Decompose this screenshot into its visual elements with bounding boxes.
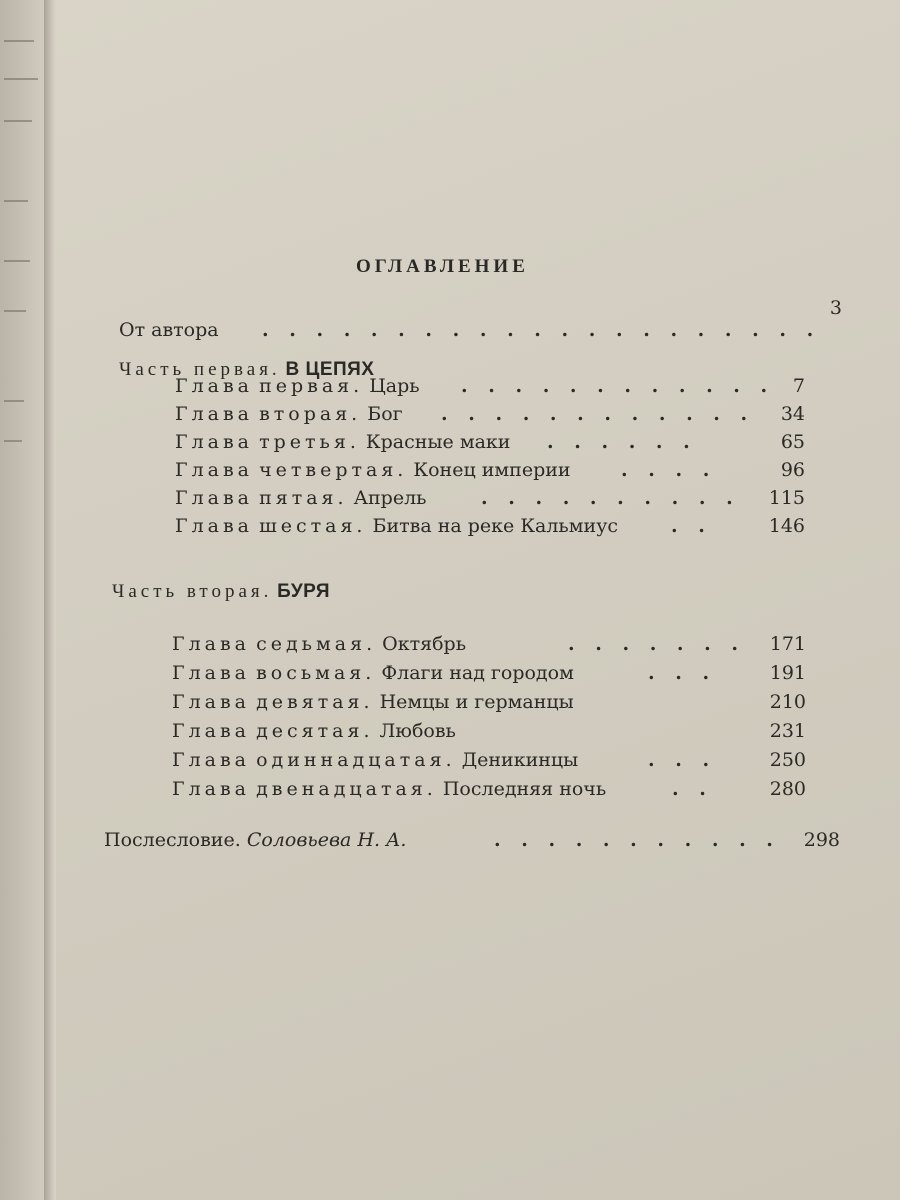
toc-chapter-7	[172, 630, 852, 658]
chapter-word: Глава	[172, 749, 251, 771]
toc-chapter-5	[175, 484, 855, 512]
toc-chapter-2	[175, 400, 855, 428]
chapter-word: Глава	[175, 459, 254, 481]
chapter-ordinal: пятая.	[259, 487, 348, 509]
toc-chapter-6	[175, 512, 855, 540]
toc-page-number: 96	[780, 459, 805, 481]
toc-part-2	[112, 578, 842, 606]
toc-page-number: 280	[769, 778, 806, 800]
chapter-title: Бог	[367, 403, 403, 425]
toc-page-number: 298	[803, 829, 840, 851]
chapter-word: Глава	[175, 431, 254, 453]
toc-page-number: 65	[780, 431, 805, 453]
chapter-ordinal: вторая.	[259, 403, 362, 425]
toc-chapter-1	[175, 372, 855, 400]
chapter-word: Глава	[172, 633, 251, 655]
chapter-label	[175, 512, 618, 540]
chapter-ordinal: девятая.	[256, 691, 374, 713]
chapter-label	[172, 688, 574, 716]
chapter-ordinal: восьмая.	[256, 662, 376, 684]
chapter-label	[175, 372, 420, 400]
chapter-title: Деникинцы	[461, 749, 579, 771]
text-line-fragment	[4, 310, 26, 312]
text-line-fragment	[4, 440, 22, 442]
chapter-label	[175, 484, 427, 512]
part-name: В ЦЕПЯХ	[285, 359, 375, 380]
chapter-word: Глава	[175, 375, 254, 397]
afterword-label: Послесловие.	[104, 829, 241, 851]
toc-page-number: 171	[769, 633, 806, 655]
toc-page-number: 115	[768, 487, 805, 509]
chapter-title: Флаги над городом	[381, 662, 574, 684]
toc-chapter-11	[172, 746, 852, 774]
toc-entry-preface	[119, 297, 849, 344]
toc-title: ОГЛАВЛЕНИЕ	[356, 256, 529, 277]
toc-entry-label: От автора	[119, 319, 219, 341]
dot-leader: . .	[672, 778, 713, 800]
toc-page-number: 3	[829, 297, 842, 319]
chapter-label	[172, 659, 574, 687]
chapter-ordinal: третья.	[259, 431, 360, 453]
part-name: БУРЯ	[277, 581, 331, 602]
toc-entry-afterword	[104, 826, 844, 854]
chapter-label	[175, 400, 403, 428]
dot-leader: . . . . . . . . . . . . . . . . . . . . .	[262, 319, 821, 341]
text-line-fragment	[4, 400, 24, 402]
text-line-fragment	[4, 78, 38, 80]
chapter-ordinal: седьмая.	[256, 633, 377, 655]
chapter-title: Красные маки	[365, 431, 511, 453]
chapter-word: Глава	[175, 403, 254, 425]
toc-page-number: 250	[769, 749, 806, 771]
toc-page-number: 191	[769, 662, 806, 684]
chapter-title: Немцы и германцы	[379, 691, 574, 713]
dot-leader: . . .	[648, 662, 717, 684]
part-heading	[112, 578, 330, 606]
text-line-fragment	[4, 40, 34, 42]
dot-leader: . . . . . . .	[568, 633, 745, 655]
chapter-title: Апрель	[353, 487, 427, 509]
toc-page-number: 210	[769, 691, 806, 713]
toc-page-number: 231	[769, 720, 806, 742]
part-prefix: Часть первая.	[119, 359, 281, 380]
chapter-title: Конец империи	[413, 459, 571, 481]
chapter-label	[172, 630, 466, 658]
toc-chapter-9	[172, 688, 852, 716]
chapter-word: Глава	[175, 487, 254, 509]
chapter-ordinal: одиннадцатая.	[256, 749, 456, 771]
chapter-ordinal: десятая.	[256, 720, 374, 742]
dot-leader: . . .	[648, 749, 717, 771]
dot-leader: . . . . . . . . . . . .	[441, 403, 755, 425]
chapter-ordinal: шестая.	[259, 515, 367, 537]
chapter-word: Глава	[172, 691, 251, 713]
chapter-word: Глава	[172, 662, 251, 684]
toc-page-number: 34	[780, 403, 805, 425]
toc-page-number: 146	[768, 515, 805, 537]
dot-leader: . . . .	[621, 459, 717, 481]
dot-leader: . . . . . . . . . . . .	[461, 375, 775, 397]
toc-chapter-10	[172, 717, 852, 745]
dot-leader: . . . . . . . . . .	[481, 487, 740, 509]
chapter-word: Глава	[172, 720, 251, 742]
book-spine-adjacent-page	[0, 0, 56, 1200]
chapter-ordinal: четвертая.	[259, 459, 408, 481]
chapter-title: Последняя ночь	[442, 778, 607, 800]
toc-page-number: 7	[792, 375, 805, 397]
chapter-label	[172, 775, 606, 803]
afterword-author: Соловьева Н. А.	[246, 829, 407, 851]
chapter-title: Любовь	[379, 720, 456, 742]
dot-leader: . . . . . . . . . . .	[494, 829, 780, 851]
chapter-ordinal: двенадцатая.	[256, 778, 437, 800]
chapter-title: Октябрь	[382, 633, 467, 655]
book-page	[56, 0, 900, 1200]
page-edge-shadow	[44, 0, 54, 1200]
text-line-fragment	[4, 120, 32, 122]
text-line-fragment	[4, 260, 30, 262]
dot-leader: . .	[671, 515, 712, 537]
chapter-ordinal: первая.	[259, 375, 364, 397]
toc-chapter-12	[172, 775, 852, 803]
toc-chapter-4	[175, 456, 855, 484]
toc-chapter-3	[175, 428, 855, 456]
chapter-title: Царь	[369, 375, 420, 397]
chapter-word: Глава	[172, 778, 251, 800]
chapter-word: Глава	[175, 515, 254, 537]
chapter-label	[175, 456, 571, 484]
chapter-label	[172, 746, 578, 774]
chapter-label	[172, 717, 456, 745]
chapter-label	[175, 428, 510, 456]
toc-entry-label	[104, 826, 406, 854]
chapter-title: Битва на реке Кальмиус	[372, 515, 619, 537]
toc-chapter-8	[172, 659, 852, 687]
part-prefix: Часть вторая.	[112, 581, 273, 602]
text-line-fragment	[4, 200, 28, 202]
dot-leader: . . . . . .	[547, 431, 697, 453]
